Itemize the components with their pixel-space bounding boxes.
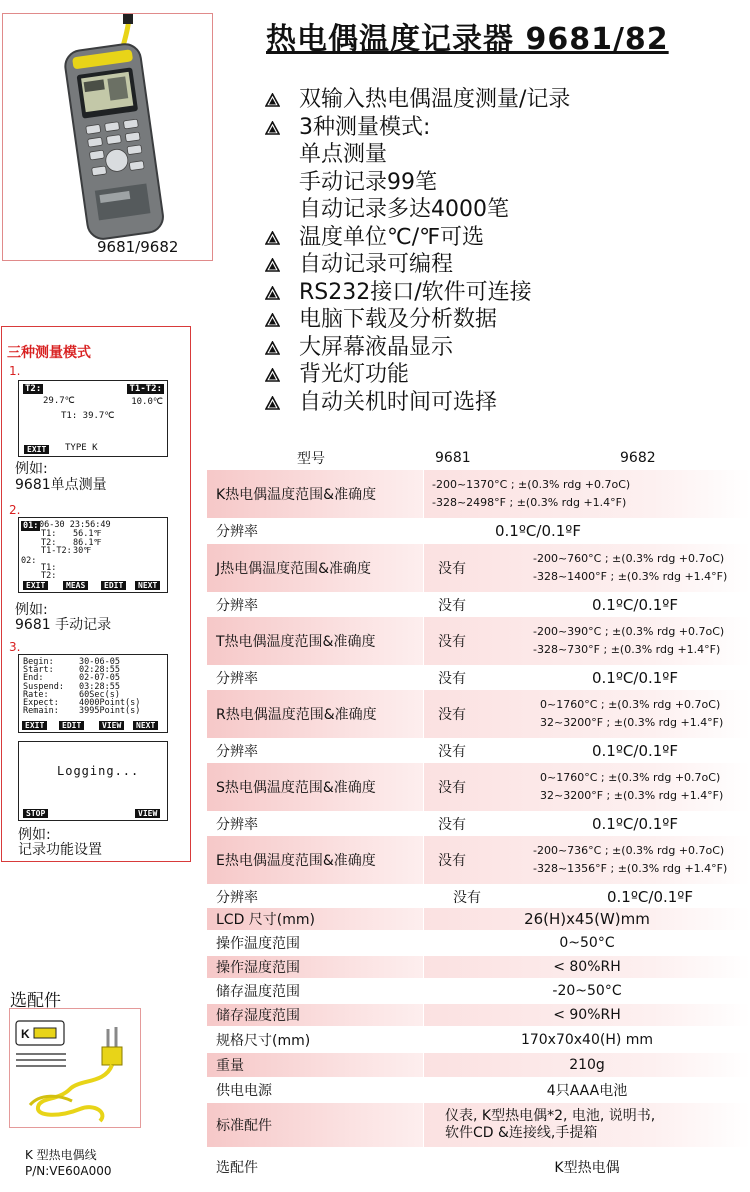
warning-triangle-icon xyxy=(265,251,299,272)
page-title: 热电偶温度记录器 9681/82 xyxy=(266,22,669,57)
spec-value-j xyxy=(533,544,727,592)
lcd-t1t2-label: T1-T2: xyxy=(41,546,72,556)
spec-t-f: -328~730°F ; ±(0.3% rdg +1.4°F) xyxy=(533,643,721,656)
lcd-index-1: 01: xyxy=(23,521,39,531)
feature-item xyxy=(265,251,745,279)
lcd-t1t2-label: T1-T2: xyxy=(129,384,162,394)
feature-text: 自动关机时间可选择 xyxy=(299,389,498,415)
spec-value: 0.1ºC/0.1ºF xyxy=(592,596,679,614)
lcd-type: TYPE K xyxy=(65,443,98,453)
lcd-t2b-label: T2: xyxy=(41,571,57,581)
spec-value-s xyxy=(540,763,723,811)
spec-label: 选配件 xyxy=(216,1160,258,1176)
spec-9681-value: 没有 xyxy=(438,634,466,650)
spec-e-c: -200~736°C ; ±(0.3% rdg +0.7oC) xyxy=(533,844,725,857)
spec-label: LCD 尺寸(mm) xyxy=(207,908,423,930)
thermocouple-wire-illustration xyxy=(10,1009,140,1127)
spec-value-e xyxy=(533,836,727,884)
lcd-next-button: NEXT xyxy=(133,721,158,730)
feature-item xyxy=(265,361,745,389)
spec-row-r xyxy=(207,690,750,738)
mode1-example-label: 例如: xyxy=(15,461,48,477)
feature-item xyxy=(265,224,745,252)
product-caption: 9681/9682 xyxy=(97,238,179,256)
lcd-meas-button: MEAS xyxy=(63,581,88,590)
lcd-t1-label: T1: xyxy=(41,529,57,539)
spec-row-r-res xyxy=(207,740,750,762)
spec-label: E热电偶温度范围&准确度 xyxy=(207,836,423,884)
lcd-t2-label: T2: xyxy=(25,384,42,394)
lcd-setting-key: Start: xyxy=(23,665,54,676)
spec-label: 规格尺寸(mm) xyxy=(216,1033,311,1049)
spec-value: < 90%RH xyxy=(424,1004,750,1026)
lcd-logging xyxy=(18,741,168,821)
spec-label: J热电偶温度范围&准确度 xyxy=(207,544,423,592)
lcd-stop-button: STOP xyxy=(23,809,48,818)
spec-t-c: -200~390°C ; ±(0.3% rdg +0.7oC) xyxy=(533,625,725,638)
feature-item xyxy=(265,141,745,169)
spec-row-st-hum xyxy=(207,1004,750,1026)
spec-e-f: -328~1356°F ; ±(0.3% rdg +1.4°F) xyxy=(533,862,728,875)
warning-triangle-icon xyxy=(265,224,299,245)
spec-row-size xyxy=(207,1029,750,1051)
spec-row-e xyxy=(207,836,750,884)
lcd-t2-label: T2: xyxy=(41,538,57,548)
spec-j-f: -328~1400°F ; ±(0.3% rdg +1.4°F) xyxy=(533,570,728,583)
spec-k-f: -328~2498°F ; ±(0.3% rdg +1.4°F) xyxy=(432,496,627,509)
spec-r-c: 0~1760°C ; ±(0.3% rdg +0.7oC) xyxy=(540,698,721,711)
accessory-part-number: P/N:VE60A000 xyxy=(25,1164,112,1178)
feature-text: 手动记录99笔 xyxy=(299,169,437,195)
spec-label: R热电偶温度范围&准确度 xyxy=(207,690,423,738)
lcd-t1-value: T1: 39.7℃ xyxy=(61,411,115,421)
accessory-name: K 型热电偶线 xyxy=(25,1148,97,1162)
spec-value: K型热电偶 xyxy=(554,1160,620,1176)
feature-item xyxy=(265,169,745,197)
spec-9681-value: 没有 xyxy=(438,671,466,687)
spec-row-t-res xyxy=(207,667,750,689)
feature-item xyxy=(265,196,745,224)
warning-triangle-icon xyxy=(265,279,299,300)
warning-triangle-icon xyxy=(265,306,299,327)
spec-label: 分辨率 xyxy=(216,524,258,540)
spec-row-weight xyxy=(207,1053,750,1077)
spec-9681-value: 没有 xyxy=(438,598,466,614)
feature-text: RS232接口/软件可连接 xyxy=(299,279,532,305)
lcd-t1-value: 56.1℉ xyxy=(73,529,102,539)
spec-9681-value: 没有 xyxy=(438,561,466,577)
modes-title: 三种测量模式 xyxy=(7,345,91,361)
spec-value: 210g xyxy=(424,1053,750,1077)
product-photo-frame xyxy=(2,13,213,261)
spec-row-k-res xyxy=(207,520,750,542)
lcd-setting-value: 60Sec(s) xyxy=(79,689,120,700)
lcd-setting-value: 30-06-05 xyxy=(79,657,120,667)
feature-text: 自动记录可编程 xyxy=(299,252,454,277)
spec-9681-value: 没有 xyxy=(438,817,466,833)
lcd-mode-1 xyxy=(18,380,168,457)
warning-triangle-icon xyxy=(265,114,299,135)
spec-label: 分辨率 xyxy=(216,598,258,614)
spec-value-k xyxy=(424,470,750,518)
feature-text: 单点测量 xyxy=(299,142,388,167)
lcd-setting-value: 4000Point(s) xyxy=(79,698,141,708)
spec-value: 0.1ºC/0.1ºF xyxy=(607,888,694,906)
spec-label: K热电偶温度范围&准确度 xyxy=(207,470,423,518)
spec-value: -20~50°C xyxy=(552,983,622,999)
svg-text:K: K xyxy=(21,1027,30,1041)
spec-value-std-accessories xyxy=(445,1103,655,1147)
lcd-exit-button: EXIT xyxy=(22,721,47,730)
spec-row-s xyxy=(207,763,750,811)
feature-text: 自动记录多达4000笔 xyxy=(299,197,509,222)
spec-header-row xyxy=(207,446,750,470)
spec-label: 供电电源 xyxy=(216,1083,272,1099)
mode-number-3: 3. xyxy=(9,640,21,654)
spec-s-f: 32~3200°F ; ±(0.3% rdg +1.4°F) xyxy=(540,789,724,802)
spec-header-model: 型号 xyxy=(297,451,325,467)
spec-value: 26(H)x45(W)mm xyxy=(424,908,750,930)
lcd-t1t2-value: 10.0℃ xyxy=(131,397,163,407)
feature-item xyxy=(265,306,745,334)
lcd-view-button: VIEW xyxy=(99,721,124,730)
lcd-mode-2 xyxy=(18,517,168,593)
lcd-datetime: 06-30 23:56:49 xyxy=(39,520,111,530)
spec-row-j xyxy=(207,544,750,592)
lcd-setting-value: 3995Point(s) xyxy=(79,706,141,717)
lcd-next-button: NEXT xyxy=(135,581,160,590)
spec-value: < 80%RH xyxy=(424,956,750,978)
spec-9681-value: 没有 xyxy=(438,707,466,723)
meter-illustration xyxy=(3,14,212,260)
spec-label: 重量 xyxy=(207,1053,423,1077)
lcd-index-2: 02: xyxy=(21,556,37,566)
spec-row-op-temp xyxy=(207,932,750,954)
lcd-exit-button: EXIT xyxy=(23,581,48,590)
feature-text: 3种测量模式: xyxy=(299,114,431,140)
lcd-setting-value: 02-07-05 xyxy=(79,673,120,684)
spec-label: 分辨率 xyxy=(216,817,258,833)
lcd-setting-key: Suspend: xyxy=(23,681,64,692)
spec-value-t xyxy=(533,617,724,665)
lcd-setting-value: 03:28:55 xyxy=(79,681,120,692)
spec-value: 0.1ºC/0.1ºF xyxy=(592,815,679,833)
spec-value: 0~50°C xyxy=(559,935,615,951)
mode3-example-text: 记录功能设置 xyxy=(18,842,102,858)
spec-value: 4只AAA电池 xyxy=(546,1083,628,1099)
lcd-t2-value: 29.7℃ xyxy=(43,396,75,406)
spec-value: 0.1ºC/0.1ºF xyxy=(592,742,679,760)
spec-value: 0.1ºC/0.1ºF xyxy=(592,669,679,687)
feature-item xyxy=(265,389,745,417)
feature-item xyxy=(265,279,745,307)
lcd-view-button-2: VIEW xyxy=(135,809,160,818)
spec-header-9682: 9682 xyxy=(620,450,656,466)
spec-label: 操作温度范围 xyxy=(216,936,300,952)
lcd-setting-key: Rate: xyxy=(23,689,49,700)
spec-row-power xyxy=(207,1079,750,1101)
spec-std-line2: 软件CD &连接线,手提箱 xyxy=(445,1125,598,1141)
spec-j-c: -200~760°C ; ±(0.3% rdg +0.7oC) xyxy=(533,552,725,565)
accessories-heading: 选配件 xyxy=(10,991,61,1011)
spec-row-lcd xyxy=(207,908,750,930)
lcd-t1t2-value: 30℉ xyxy=(73,546,92,556)
feature-list xyxy=(265,86,745,416)
spec-row-st-temp xyxy=(207,980,750,1002)
mode-number-1: 1. xyxy=(9,364,21,378)
spec-label: S热电偶温度范围&准确度 xyxy=(207,763,423,811)
lcd-setting-value: 02:28:55 xyxy=(79,665,120,676)
spec-s-c: 0~1760°C ; ±(0.3% rdg +0.7oC) xyxy=(540,771,721,784)
feature-text: 大屏幕液晶显示 xyxy=(299,334,454,360)
spec-row-k xyxy=(207,470,750,518)
lcd-setting-key: Expect: xyxy=(23,698,59,708)
spec-k-c: -200~1370°C ; ±(0.3% rdg +0.7oC) xyxy=(432,478,631,491)
lcd-mode-3 xyxy=(18,654,168,733)
lcd-edit-button: EDIT xyxy=(101,581,126,590)
spec-value: 0.1ºC/0.1ºF xyxy=(495,522,582,540)
feature-text: 电脑下载及分析数据 xyxy=(299,307,498,332)
lcd-edit-button: EDIT xyxy=(59,721,84,730)
lcd-setting-key: Remain: xyxy=(23,706,59,717)
spec-label: 储存温度范围 xyxy=(216,984,300,1000)
warning-triangle-icon xyxy=(265,361,299,382)
spec-9681-value: 没有 xyxy=(438,853,466,869)
lcd-setting-key: End: xyxy=(23,673,44,684)
spec-value-r xyxy=(540,690,723,738)
spec-row-j-res xyxy=(207,594,750,616)
feature-item xyxy=(265,334,745,362)
warning-triangle-icon xyxy=(265,334,299,355)
spec-header-9681: 9681 xyxy=(435,450,471,466)
spec-label: 储存湿度范围 xyxy=(207,1004,423,1026)
spec-row-opt-accessories xyxy=(207,1156,750,1178)
spec-std-line1: 仪表, K型热电偶*2, 电池, 说明书, xyxy=(445,1108,656,1124)
spec-row-s-res xyxy=(207,813,750,835)
spec-r-f: 32~3200°F ; ±(0.3% rdg +1.4°F) xyxy=(540,716,724,729)
lcd-setting-key: Begin: xyxy=(23,657,54,667)
spec-row-std-accessories xyxy=(207,1103,750,1147)
spec-row-t xyxy=(207,617,750,665)
spec-label: T热电偶温度范围&准确度 xyxy=(207,617,423,665)
lcd-t2-value: 86.1℉ xyxy=(73,538,102,548)
spec-9681-value: 没有 xyxy=(438,780,466,796)
mode-number-2: 2. xyxy=(9,503,21,517)
spec-label: 标准配件 xyxy=(207,1103,423,1147)
spec-label: 操作湿度范围 xyxy=(207,956,423,978)
feature-item xyxy=(265,86,745,114)
spec-label: 分辨率 xyxy=(216,744,258,760)
accessory-image-frame xyxy=(9,1008,141,1128)
mode1-example-text: 9681单点测量 xyxy=(15,477,107,493)
feature-text: 双输入热电偶温度测量/记录 xyxy=(299,87,571,112)
spec-9681-value: 没有 xyxy=(438,744,466,760)
spec-label: 分辨率 xyxy=(216,671,258,687)
spec-row-op-hum xyxy=(207,956,750,978)
spec-label: 分辨率 xyxy=(216,890,258,906)
spec-value: 170x70x40(H) mm xyxy=(520,1032,654,1048)
warning-triangle-icon xyxy=(265,86,299,107)
mode2-example-text: 9681 手动记录 xyxy=(15,617,112,633)
spec-9681-value: 没有 xyxy=(453,890,481,906)
feature-item xyxy=(265,114,745,142)
lcd-exit-button: EXIT xyxy=(24,445,49,454)
warning-triangle-icon xyxy=(265,389,299,410)
lcd-logging-text: Logging... xyxy=(57,764,140,778)
mode3-example-label: 例如: xyxy=(18,827,51,843)
feature-text: 背光灯功能 xyxy=(299,362,410,387)
spec-row-e-res xyxy=(207,886,750,908)
feature-text: 温度单位℃/℉可选 xyxy=(299,224,485,250)
mode2-example-label: 例如: xyxy=(15,602,48,618)
lcd-t1b-label: T1: xyxy=(41,563,57,573)
